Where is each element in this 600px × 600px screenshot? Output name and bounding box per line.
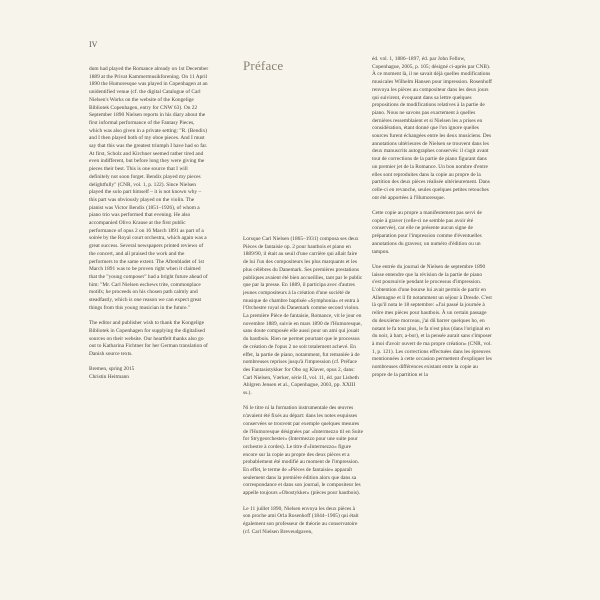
paragraph: The editor and publisher wish to thank the Kongelige Bibliotek in Copenhagen for supplying the digitalised sources on their website. Our heartfelt thanks also go out to Katharina Fichtner for her German translation of Danish source texts. <box>89 320 208 357</box>
paragraph: Ni le titre ni la formation instrumentale des œuvres n'avaient été fixés au départ: dans les notes esquisses conservées se trouvent par exemple quelques mesures de l'Humoresque désignées par «Intermezzo til en Suite for Strygeorchester» (Intermezzo pour une suite pour orchestre à cordes). Le titre d'«Intermezzo» figure encore sur la copie au propre des deux pièces et a probablement été modifié au moment de l'impression. En effet, le terme de «Pièces de fantaisie» apparaît seulement dans la première édition alors que dans sa correspondance et dans son journal, le compositeur les appelle toujours «Obostykker» (pièces pour hautbois). <box>243 405 363 497</box>
text-column-french-1 <box>243 236 363 536</box>
paragraph: Lorsque Carl Nielsen (1865–1931) composa ses deux Pièces de fantaisie op. 2 pour hautbois et piano en 1889/90, il était au seuil d'une carrière qui allait faire de lui l'un des compositeurs les plus marquants et les plus célèbres du Danemark. Ses premières prestations publiques avaient été bien accueillies, tant par le public que par la presse. En 1889, il participa avec d'autres jeunes compositeurs à la création d'une société de musique de chambre baptisée «Symphonia» et entra à l'Orchestre royal du Danemark comme second violon. La première Pièce de fantaisie, Romance, vit le jour en novembre 1889, suivie en mars 1890 de l'Humoresque, sans doute composée elle aussi pour un ami qui jouait du hautbois. Rien ne permet pourtant que le processus de création de l'opus 2 ne soit totalement achevé. En effet, la partie de piano, notamment, fut remaniée à de nombreuses reprises jusqu'à l'impression (cf. Préface des Fantasistykker for Obo og Klaver, opus 2, dans: Carl Nielsen, Værker, série II, vol. 11, éd. par Lisbeth Ahlgren Jensen et al., Copenhague, 2003, pp. XXIII ss.). <box>243 236 363 397</box>
signature-place: Bremen, spring 2015 <box>89 366 135 373</box>
page-heading: Préface <box>243 58 284 73</box>
text-column-french-2 <box>372 56 492 380</box>
paragraph: Cette copie au propre a manifestement pas servi de copie à graver (celle-ci ne semble pas avoir été conservée), car elle ne présente aucun signe de préparation pour l'impression comme d'éventuelles annotations du graveur, un numéro d'édition ou un tampon. <box>372 210 482 255</box>
signature-block <box>89 366 209 381</box>
page-number: IV <box>89 40 98 49</box>
paragraph: Une entrée du journal de Nielsen de septembre 1890 laisse entendre que la révision de la partie de piano s'est poursuivie pendant le processus d'impression. L'obtention d'une bourse lui avait permis de partir en Allemagne et il fit notamment un séjour à Dresde. C'est là qu'il nota le 18 septembre: «J'ai passé la journée à relire mes pièces pour hautbois. À un certain passage du deuxième morceau, j'ai dû barrer quelques ho, en notant le fa tout plus, le fa n'est plus (dans l'original en du noir, à barr, a-bor), et la pensée aurait sans s'imposer à moi d'avoir ouvert de ma propre création» (CNR, vol. 1, p. 121). Les corrections effectuées dans les épreuves mentionnées à cette occasion permettent d'expliquer les nombreuses différences existant entre la copie au propre de la partition et la <box>372 263 492 378</box>
text-column-english <box>89 66 209 382</box>
signature-name: Christin Heitmann <box>89 374 129 381</box>
paragraph: éd. vol. 1, 1886–1897, éd. par John Fellow, Copenhague, 2005, p. 105; désigné ci-après par CNB). À ce moment là, il ne savait déjà quelles modifications musicales Wilhelm Hansen pour impression. Rosenhoff renvoya les pièces au compositeur dans les deux jours qui suivirent, évoquant dans sa lettre quelques propositions de modifications relatives à la partie de piano. Nous ne savons pas exactement à quelles dernières ressemblaient et si Nielsen les a prises en considération, étant donné que l'on ignore quelles sources furent échangées entre les deux musiciens. Des annotations ultérieures de Nielsen se trouvent dans les deux manuscrits autographes conservés: il s'agit avant tout de corrections de la partie de piano figurant dans un premier jet de la Romance. Un bon nombre d'entre elles sont reproduites dans la copie au propre de la partition des deux pièces réalisée ultérieurement. Dans celle-ci en revanche, seules quelques petites retouches ont été apportées à l'Humoresque. <box>372 56 492 201</box>
paragraph: dum had played the Romance already on 1st December 1889 at the Privat Kammermusikforening. On 11 April 1890 the Humoresque was played in Copenhagen at an unidentified venue (cf. the digital Catalogue of Carl Nielsen's Works on the website of the Kongelige Bibliotek Copenhagen, entry for CNW 63). On 22 September 1890 Nielsen reports in his diary about the first informal performance of the Fantasy Pieces, which was also given in a private setting: "R. (Bendix) and I then played both of my oboe pieces. And I must say that this was the greatest triumph I have had so far. At first, Scholz and Kirchner seemed rather tired and even indifferent, but before long they were giving the pieces their best. This is one source that I will definitely not soon forget. Bendix played my pieces delightfully" (CNR, vol. 1, p. 122). Since Nielsen played the solo part himself – it is not known why – this part was obviously played on the violin. The pianist was Victor Bendix (1851–1926), of whom a piano trio was performed that evening. He also accompanied Olivo Krause at the first public performance of opus 2 on 16 March 1891 as part of a soirée by the Royal court orchestra, which again was a great success. Several newspapers printed reviews of the concert, and all praised the work and the performers to the same extent. The Aftenbladet of 1st March 1891 was to be proven right when it claimed that the "young composer" had a bright future ahead of him: "Mr. Carl Nielsen eschews trite, commonplace motifs; he proceeds on his chosen path calmly and steadfastly, which is one reason we can expect great things from this young musician in the future." <box>89 66 209 311</box>
paragraph: Le 11 juillet 1890, Nielsen envoya les deux pièces à son proche ami Orla Rosenhoff (1844–1905) qui était également son professeur de théorie au conservatoire (cf. Carl Nielsen Breveudgaven, <box>243 505 359 535</box>
